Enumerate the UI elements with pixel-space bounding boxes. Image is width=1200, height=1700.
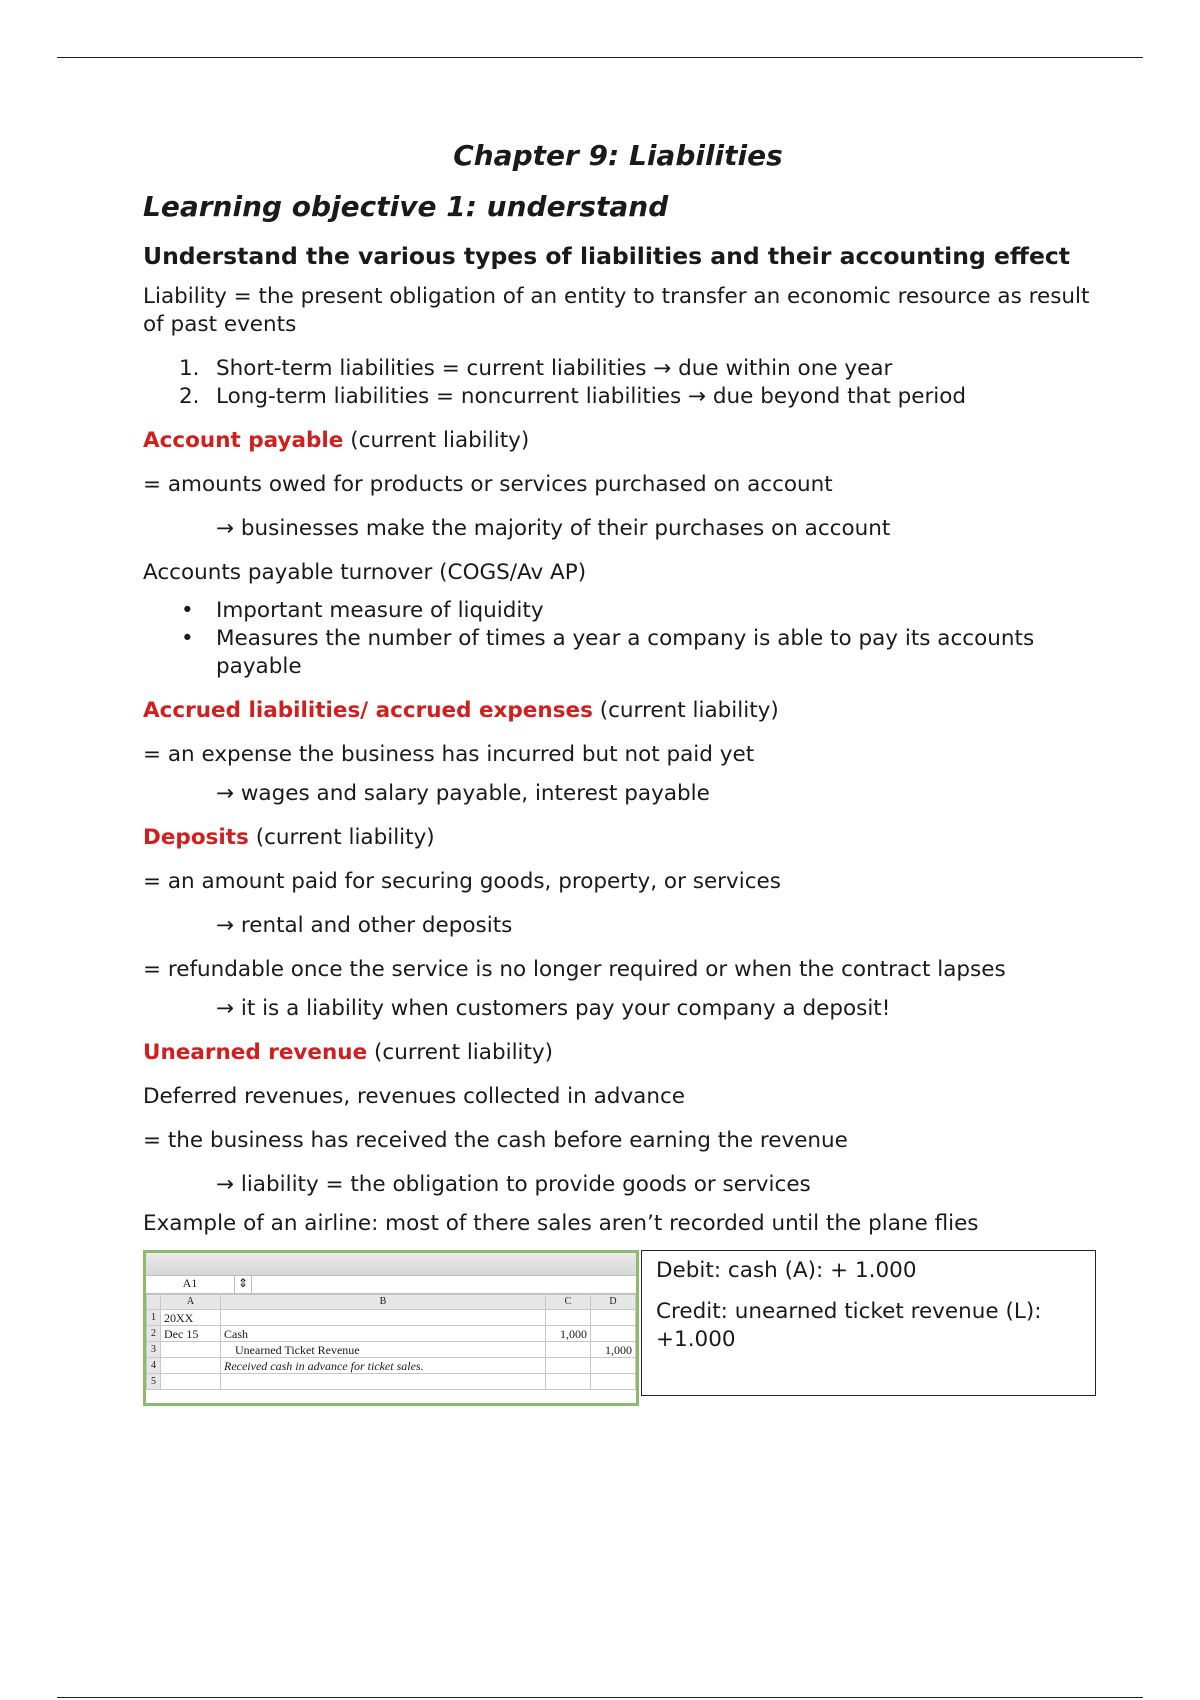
list-item (143, 355, 1093, 383)
liability-types-list (143, 355, 1093, 411)
cell (591, 1374, 636, 1390)
cell (161, 1374, 221, 1390)
list-text: Short-term liabilities = current liabilities → due within one year (216, 356, 893, 381)
deposits-note-2: → it is a liability when customers pay your company a deposit! (216, 996, 891, 1021)
turnover-bullets (143, 597, 1093, 681)
column-header: C (546, 1295, 591, 1310)
list-number: 2. (179, 384, 200, 409)
accounts-payable-turnover: Accounts payable turnover (COGS/Av AP) (143, 560, 587, 585)
term-qualifier: (current liability) (255, 825, 435, 850)
accrued-note: → wages and salary payable, interest payable (216, 781, 710, 806)
table-row (147, 1342, 636, 1358)
dropdown-icon: ⇕ (235, 1276, 252, 1293)
unearned-definition: = the business has received the cash before earning the revenue (143, 1128, 848, 1153)
deposits-heading (143, 824, 1093, 852)
row-number: 3 (147, 1342, 161, 1358)
term-deposits: Deposits (143, 825, 249, 850)
cell (161, 1358, 221, 1374)
row-number: 4 (147, 1358, 161, 1374)
term-qualifier: (current liability) (374, 1040, 554, 1065)
cell (161, 1342, 221, 1358)
name-box: A1 (146, 1276, 235, 1293)
cell: Unearned Ticket Revenue (221, 1342, 546, 1358)
cell: 1,000 (546, 1326, 591, 1342)
deposits-note: → rental and other deposits (216, 913, 513, 938)
cell: 1,000 (591, 1342, 636, 1358)
section-subtitle: Understand the various types of liabilities and their accounting effect (143, 242, 1071, 270)
list-number: 1. (179, 356, 200, 381)
table-row (147, 1358, 636, 1374)
cell (591, 1358, 636, 1374)
deposits-definition-2: = refundable once the service is no longer required or when the contract lapses (143, 957, 1006, 982)
list-text: Important measure of liquidity (216, 598, 544, 623)
term-qualifier: (current liability) (599, 698, 779, 723)
column-header: B (221, 1295, 546, 1310)
column-header: A (161, 1295, 221, 1310)
cell: 20XX (161, 1310, 221, 1326)
list-item (143, 383, 1093, 411)
cell (591, 1326, 636, 1342)
term-accrued-liabilities: Accrued liabilities/ accrued expenses (143, 698, 593, 723)
journal-entry-box (641, 1250, 1096, 1396)
corner-cell (147, 1295, 161, 1310)
cell: Cash (221, 1326, 546, 1342)
unearned-heading (143, 1039, 1093, 1067)
unearned-alias: Deferred revenues, revenues collected in advance (143, 1084, 686, 1109)
list-item (143, 597, 1093, 625)
column-header-row (147, 1295, 636, 1310)
term-accounts-payable: Account payable (143, 428, 344, 453)
spreadsheet-screenshot (143, 1250, 639, 1406)
list-item (143, 625, 1093, 681)
table-row (147, 1326, 636, 1342)
cell (221, 1374, 546, 1390)
column-header: D (591, 1295, 636, 1310)
journal-debit: Debit: cash (A): + 1.000 (656, 1258, 917, 1283)
cell (546, 1342, 591, 1358)
unearned-note: → liability = the obligation to provide goods or services (216, 1172, 811, 1197)
list-text: Measures the number of times a year a company is able to pay its accounts payable (216, 626, 1035, 679)
table-row (147, 1374, 636, 1390)
row-number: 1 (147, 1310, 161, 1326)
accounts-payable-definition: = amounts owed for products or services purchased on account (143, 472, 833, 497)
bullet-icon: • (181, 598, 194, 623)
spreadsheet-toolbar (146, 1253, 636, 1276)
bottom-rule (57, 1697, 1143, 1698)
cell (546, 1310, 591, 1326)
term-qualifier: (current liability) (350, 428, 530, 453)
row-number: 2 (147, 1326, 161, 1342)
table-row (147, 1310, 636, 1326)
accrued-heading (143, 697, 1093, 725)
cell (591, 1310, 636, 1326)
spreadsheet-namebox (146, 1276, 636, 1294)
unearned-example: Example of an airline: most of there sales aren’t recorded until the plane flies (143, 1211, 979, 1236)
cell: Received cash in advance for ticket sales. (221, 1358, 546, 1374)
document-content (143, 138, 1093, 1410)
cell: Dec 15 (161, 1326, 221, 1342)
learning-objective-heading: Learning objective 1: understand (143, 190, 669, 223)
accrued-definition: = an expense the business has incurred but not paid yet (143, 742, 755, 767)
list-text: Long-term liabilities = noncurrent liabilities → due beyond that period (216, 384, 967, 409)
bullet-icon: • (181, 626, 194, 651)
top-rule (57, 57, 1143, 58)
row-number: 5 (147, 1374, 161, 1390)
cell (546, 1374, 591, 1390)
liability-definition: Liability = the present obligation of an entity to transfer an economic resource as result of past events (143, 284, 1090, 337)
deposits-definition: = an amount paid for securing goods, property, or services (143, 869, 781, 894)
term-unearned-revenue: Unearned revenue (143, 1040, 368, 1065)
example-row (143, 1250, 1093, 1410)
accounts-payable-heading (143, 427, 1093, 455)
cell (221, 1310, 546, 1326)
spreadsheet-grid (146, 1294, 636, 1390)
journal-credit: Credit: unearned ticket revenue (L): +1.000 (656, 1299, 1042, 1352)
accounts-payable-note: → businesses make the majority of their purchases on account (216, 516, 891, 541)
cell (546, 1358, 591, 1374)
chapter-title: Chapter 9: Liabilities (453, 139, 783, 172)
